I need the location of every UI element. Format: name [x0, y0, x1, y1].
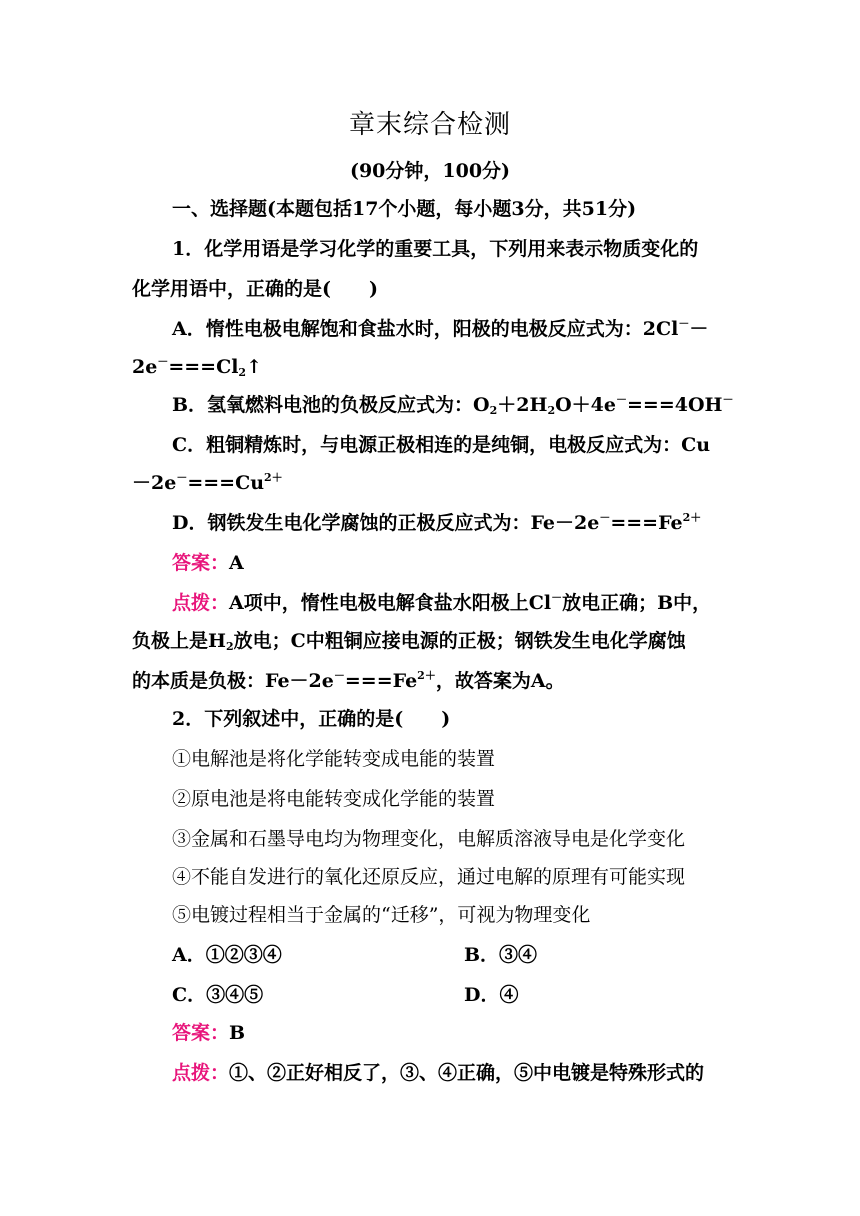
formula-part: ===Cl	[168, 356, 239, 378]
q1-tip-line3	[132, 668, 565, 694]
q1-stem-line1: 1．化学用语是学习化学的重要工具，下列用来表示物质变化的	[172, 238, 699, 260]
superscript: －	[157, 355, 169, 368]
answer-value: A	[229, 552, 244, 574]
q1-option-a-text-tail: －	[689, 318, 709, 340]
formula-part: ＋2H	[497, 394, 548, 416]
q1-option-d	[172, 510, 701, 536]
answer-label: 答案：	[172, 1022, 230, 1044]
q2-option-b: B．③④	[464, 944, 538, 966]
subscript: 2	[489, 404, 498, 417]
formula-part: 2e	[132, 356, 158, 378]
tip-text: ①、②正好相反了，③、④正确，⑤中电镀是特殊形式的	[229, 1062, 705, 1084]
subscript: 2	[547, 404, 556, 417]
superscript: －	[678, 317, 690, 330]
page-subtitle: (90分钟，100分)	[349, 160, 511, 182]
formula-part: ===4OH	[627, 394, 723, 416]
tip-text: A项中，惰性电极电解食盐水阳极上Cl	[229, 592, 552, 614]
superscript: －	[176, 471, 188, 484]
q1-option-a-line2	[132, 354, 262, 380]
superscript: 2＋	[264, 471, 283, 484]
q2-item-1: ①电解池是将化学能转变成电能的装置	[172, 748, 496, 770]
tip-text: 负极上是H	[132, 630, 226, 652]
tip-label: 点拨：	[172, 1062, 230, 1084]
superscript: －	[551, 591, 563, 604]
superscript: －	[722, 393, 734, 406]
q2-item-4: ④不能自发进行的氧化还原反应，通过电解的原理有可能实现	[172, 866, 686, 888]
formula-part: O＋4e	[555, 394, 616, 416]
tip-text: 放电正确；B中，	[562, 592, 712, 614]
q1-option-c-line1: C．粗铜精炼时，与电源正极相连的是纯铜，电极反应式为：Cu	[172, 434, 711, 456]
q2-item-3: ③金属和石墨导电均为物理变化，电解质溶液导电是化学变化	[172, 828, 686, 850]
q2-option-d: D．④	[464, 984, 519, 1006]
q1-tip-line1	[172, 590, 711, 616]
q1-stem-line2: 化学用语中，正确的是( )	[132, 278, 378, 300]
q2-item-2: ②原电池是将电能转变成化学能的装置	[172, 788, 496, 810]
q1-option-a-text: A．惰性电极电解饱和食盐水时，阳极的电极反应式为：2Cl	[172, 318, 679, 340]
tip-text: ===Fe	[344, 670, 418, 692]
q1-answer	[172, 550, 244, 576]
q2-item-5: ⑤电镀过程相当于金属的“迁移”，可视为物理变化	[172, 904, 591, 926]
answer-label: 答案：	[172, 552, 230, 574]
answer-value: B	[229, 1022, 246, 1044]
formula-part: B．氢氧燃料电池的负极反应式为：O	[172, 394, 490, 416]
superscript: －	[616, 393, 627, 406]
superscript: －	[333, 669, 345, 682]
q2-tip	[172, 1060, 704, 1086]
tip-label: 点拨：	[172, 592, 230, 614]
q1-option-b	[172, 392, 733, 418]
formula-part: D．钢铁发生电化学腐蚀的正极反应式为：Fe－2e	[172, 512, 600, 534]
formula-part: ===Cu	[187, 472, 265, 494]
subscript: 2	[225, 640, 234, 653]
q1-option-c-line2	[132, 470, 283, 496]
formula-part: －2e	[132, 472, 177, 494]
section-heading: 一、选择题(本题包括17个小题，每小题3分，共51分)	[172, 198, 637, 220]
q1-option-a-line1	[172, 316, 708, 342]
q2-stem: 2．下列叙述中，正确的是( )	[172, 708, 451, 730]
q2-answer	[172, 1020, 245, 1046]
tip-text: 放电；C中粗铜应接电源的正极；钢铁发生电化学腐蚀	[233, 630, 686, 652]
superscript: 2＋	[417, 669, 436, 682]
tip-text: ，故答案为A。	[435, 670, 565, 692]
superscript: 2＋	[682, 511, 702, 524]
subscript: 2	[238, 366, 247, 379]
q1-tip-line2	[132, 628, 686, 654]
q2-option-c: C．③④⑤	[172, 984, 264, 1006]
tip-text: 的本质是负极：Fe－2e	[132, 670, 334, 692]
page-title: 章末综合检测	[348, 110, 511, 140]
q2-option-a: A．①②③④	[172, 944, 282, 966]
formula-part: ===Fe	[610, 512, 683, 534]
gas-arrow: ↑	[246, 356, 262, 378]
superscript: －	[599, 511, 611, 524]
